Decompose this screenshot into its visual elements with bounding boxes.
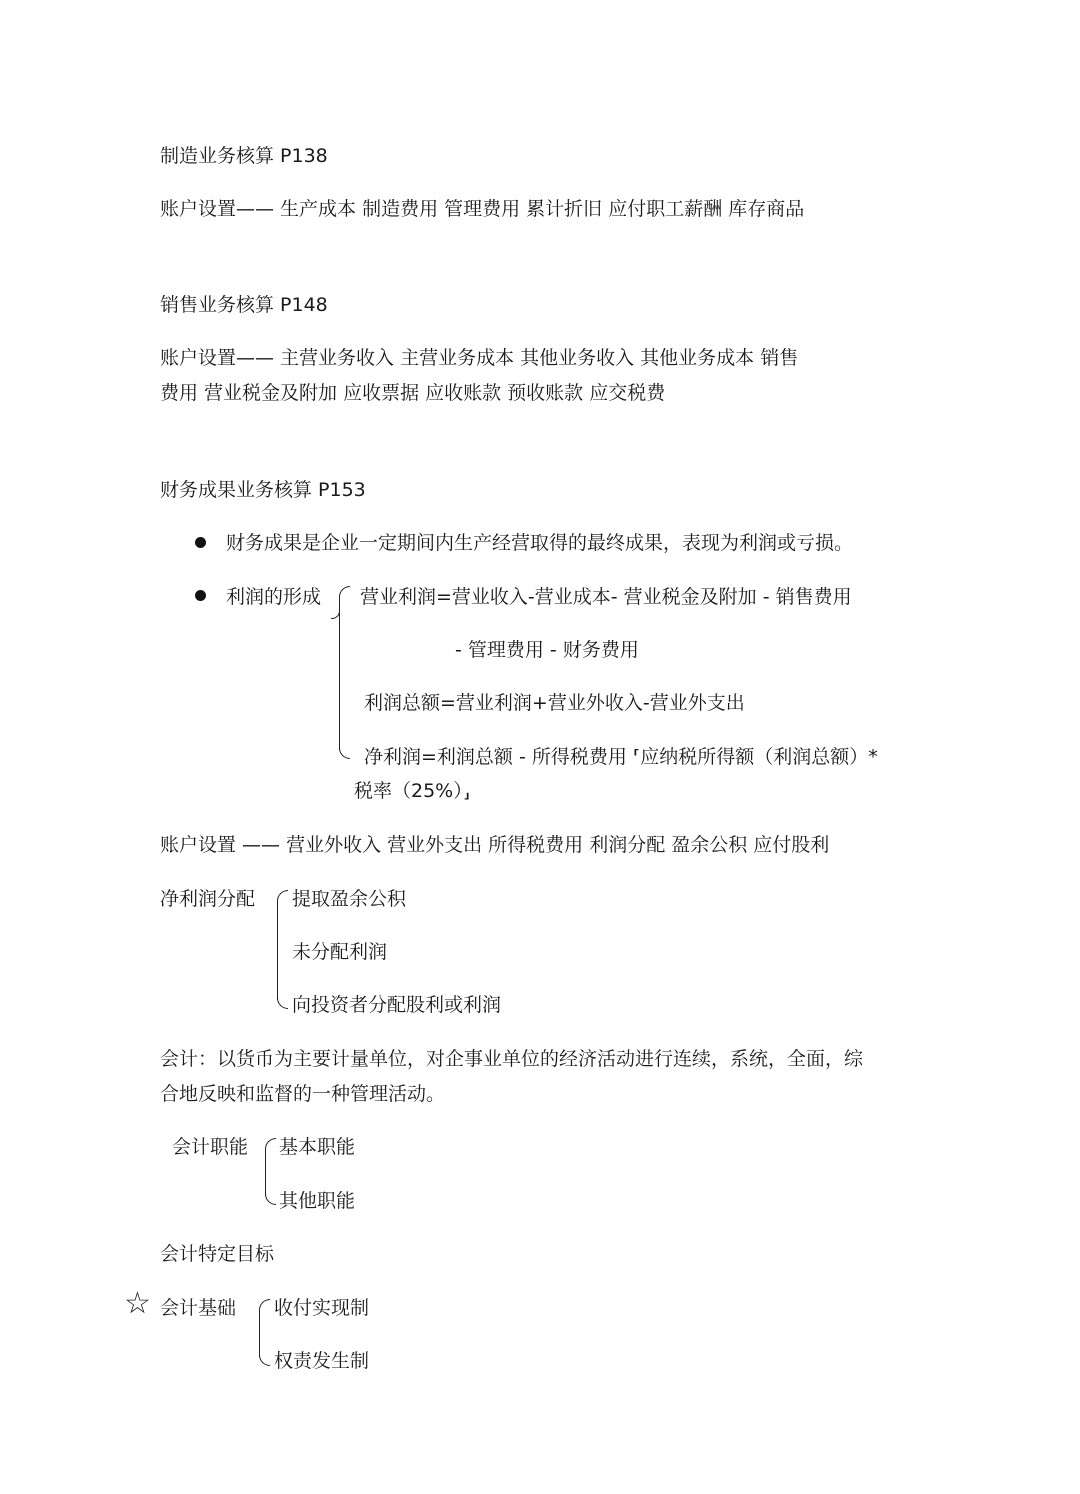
bullet-dot	[195, 590, 206, 601]
accounting-definition-line1: 会计：以货币为主要计量单位，对企事业单位的经济活动进行连续，系统，全面，综	[160, 1048, 864, 1070]
functions-label: 会计职能	[172, 1136, 249, 1158]
accounting-definition-line2: 合地反映和监督的一种管理活动。	[160, 1083, 446, 1105]
basis-item: 权责发生制	[274, 1350, 370, 1372]
financial-results-accounts: 账户设置 —— 营业外收入 营业外支出 所得税费用 利润分配 盈余公积 应付股利	[160, 834, 830, 856]
function-item: 其他职能	[279, 1190, 356, 1212]
brace-top	[265, 1138, 276, 1153]
function-item: 基本职能	[279, 1136, 356, 1158]
profit-formation-label: 利润的形成	[226, 586, 322, 608]
formula-operating-profit-cont: - 管理费用 - 财务费用	[455, 639, 639, 661]
brace-line	[339, 600, 340, 750]
brace-bottom	[259, 1351, 270, 1366]
brace-bottom	[265, 1190, 276, 1205]
basis-label: 会计基础	[160, 1297, 237, 1319]
section-title-manufacturing: 制造业务核算 P138	[160, 145, 328, 167]
brace-top	[339, 586, 350, 601]
star-icon: ☆	[124, 1286, 151, 1321]
bullet-dot	[195, 537, 206, 548]
brace-bottom	[339, 744, 350, 759]
sales-accounts-line1: 账户设置—— 主营业务收入 主营业务成本 其他业务收入 其他业务成本 销售	[160, 347, 799, 369]
brace-top	[259, 1299, 270, 1314]
section-title-sales: 销售业务核算 P148	[160, 294, 328, 316]
section-title-financial-results: 财务成果业务核算 P153	[160, 479, 366, 501]
distribution-item: 向投资者分配股利或利润	[292, 994, 502, 1016]
formula-net-profit-line2: 税率（25%）⸥	[354, 780, 471, 802]
brace-line	[277, 904, 278, 1000]
accounting-objective: 会计特定目标	[160, 1243, 275, 1265]
formula-total-profit: 利润总额=营业利润+营业外收入-营业外支出	[364, 692, 745, 714]
distribution-item: 未分配利润	[292, 941, 388, 963]
distribution-label: 净利润分配	[160, 888, 256, 910]
bullet-financial-results: 财务成果是企业一定期间内生产经营取得的最终成果，表现为利润或亏损。	[226, 532, 854, 554]
sales-accounts-line2: 费用 营业税金及附加 应收票据 应收账款 预收账款 应交税费	[160, 382, 666, 404]
manufacturing-accounts: 账户设置—— 生产成本 制造费用 管理费用 累计折旧 应付职工薪酬 库存商品	[160, 198, 805, 220]
brace-bottom	[277, 994, 288, 1009]
brace-top	[277, 890, 288, 905]
formula-net-profit-line1: 净利润=利润总额 - 所得税费用 ⸢应纳税所得额（利润总额）*	[364, 746, 878, 768]
distribution-item: 提取盈余公积	[292, 888, 407, 910]
formula-operating-profit: 营业利润=营业收入-营业成本- 营业税金及附加 - 销售费用	[360, 586, 852, 608]
basis-item: 收付实现制	[274, 1297, 370, 1319]
